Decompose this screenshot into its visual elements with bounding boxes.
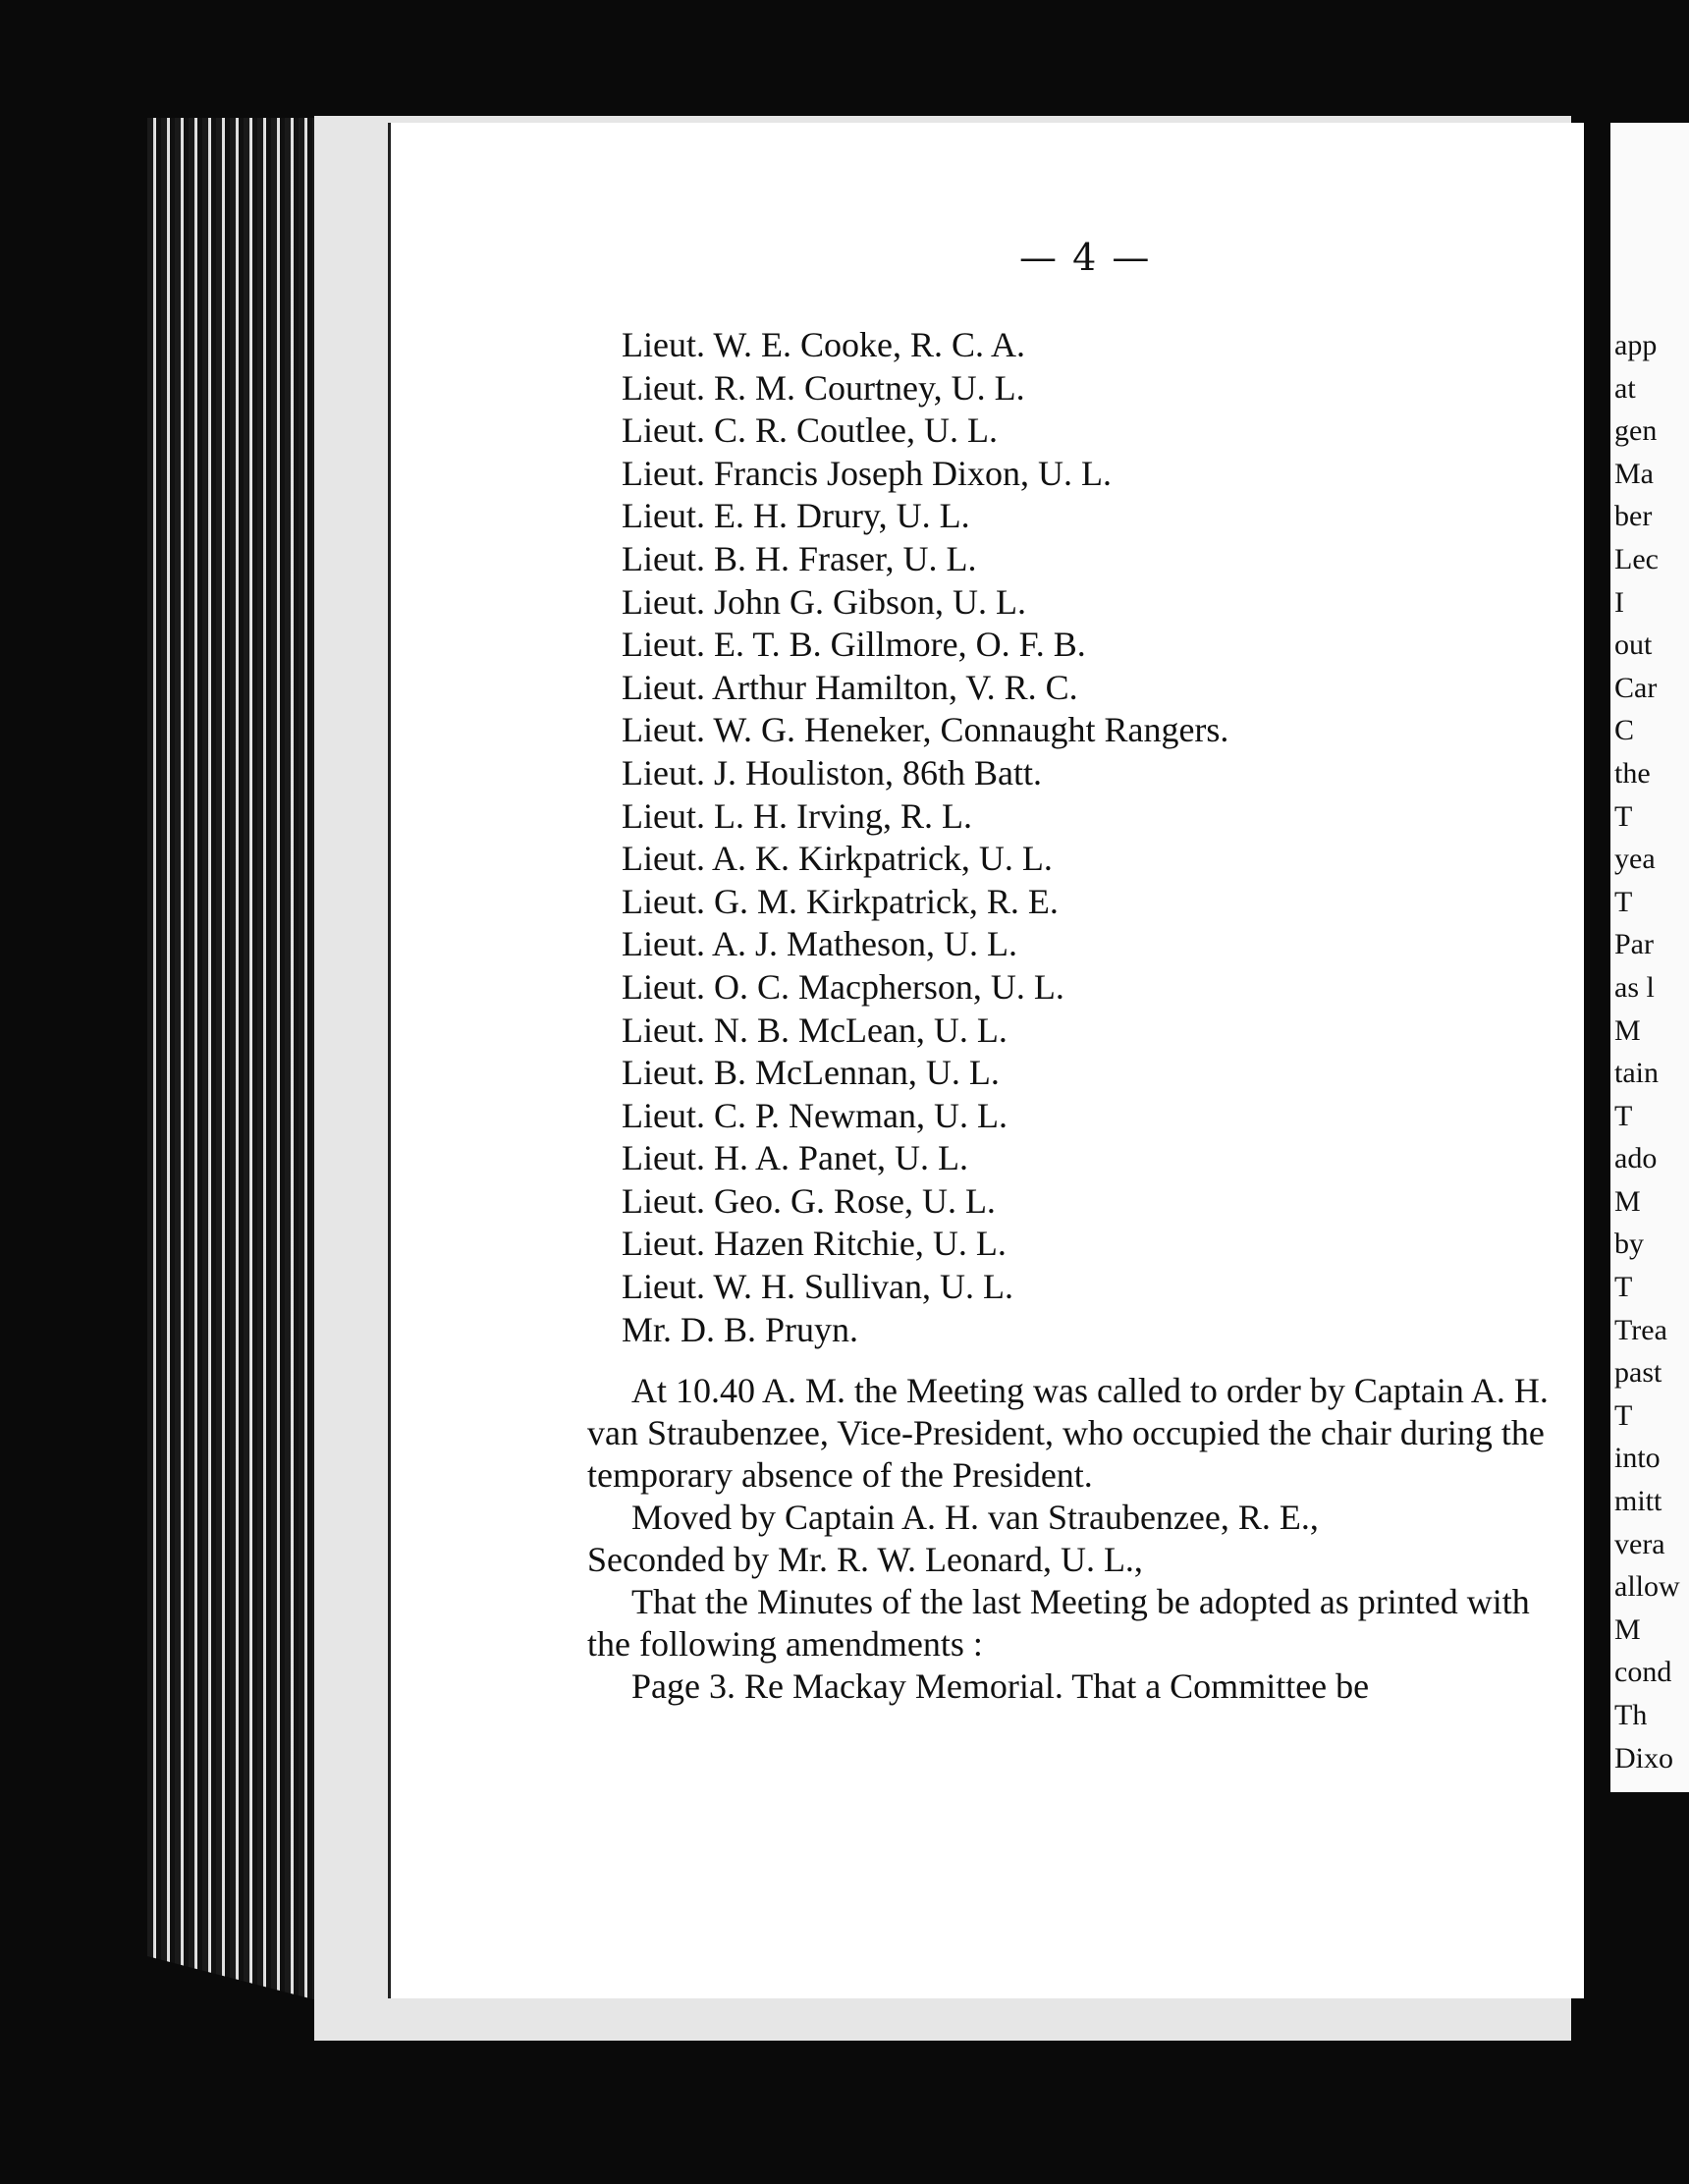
attendee-entry: Lieut. A. J. Matheson, U. L. bbox=[622, 924, 1017, 964]
fragment-line: T bbox=[1614, 1398, 1633, 1432]
fragment-line: Car bbox=[1614, 671, 1658, 704]
attendee-entry: Mr. D. B. Pruyn. bbox=[622, 1309, 859, 1349]
fragment-line: M bbox=[1614, 1013, 1641, 1047]
fragment-line: into bbox=[1614, 1442, 1661, 1475]
book-page bbox=[388, 123, 1584, 1998]
attendee-entry: Lieut. G. M. Kirkpatrick, R. E. bbox=[622, 881, 1059, 921]
fragment-line: ado bbox=[1614, 1142, 1658, 1175]
fragment-line: Par bbox=[1614, 928, 1654, 961]
attendee-entry: Lieut. Hazen Ritchie, U. L. bbox=[622, 1224, 1007, 1264]
attendee-entry: Lieut. B. H. Fraser, U. L. bbox=[622, 538, 977, 578]
fragment-line: Ma bbox=[1614, 457, 1654, 490]
fragment-line: C bbox=[1614, 714, 1635, 747]
attendee-entry: Lieut. Francis Joseph Dixon, U. L. bbox=[622, 453, 1112, 493]
fragment-line: at bbox=[1614, 371, 1636, 405]
fragment-line: ber bbox=[1614, 500, 1653, 533]
fragment-line: T bbox=[1614, 799, 1633, 833]
fragment-line: the bbox=[1614, 756, 1651, 790]
motion-text: That the Minutes of the last Meeting be adopted as printed with the following amendments : bbox=[587, 1582, 1530, 1664]
motion-seconder: Seconded by Mr. R. W. Leonard, U. L., bbox=[587, 1540, 1143, 1579]
fragment-line: Lec bbox=[1614, 542, 1659, 575]
attendee-entry: Lieut. N. B. McLean, U. L. bbox=[622, 1010, 1008, 1050]
attendee-entry: Lieut. E. T. B. Gillmore, O. F. B. bbox=[622, 625, 1086, 665]
motion-mover: Moved by Captain A. H. van Straubenzee, R. E., bbox=[631, 1498, 1319, 1537]
attendee-list bbox=[622, 324, 1228, 1351]
fragment-line: I bbox=[1614, 585, 1624, 619]
fragment-line: out bbox=[1614, 628, 1653, 662]
attendee-entry: Lieut. H. A. Panet, U. L. bbox=[622, 1138, 968, 1178]
attendee-entry: Lieut. John G. Gibson, U. L. bbox=[622, 581, 1026, 622]
fragment-line: T bbox=[1614, 1099, 1633, 1132]
attendee-entry: Lieut. W. E. Cooke, R. C. A. bbox=[622, 325, 1026, 364]
adjacent-page-fragment bbox=[1610, 123, 1689, 1792]
fragment-line: mitt bbox=[1614, 1485, 1662, 1518]
attendee-entry: Lieut. E. H. Drury, U. L. bbox=[622, 496, 970, 536]
attendee-entry: Lieut. B. McLennan, U. L. bbox=[622, 1053, 1000, 1093]
fragment-line: gen bbox=[1614, 414, 1658, 448]
fragment-line: as l bbox=[1614, 970, 1655, 1004]
fragment-line: tain bbox=[1614, 1057, 1659, 1090]
fragment-line: Th bbox=[1614, 1699, 1648, 1731]
fragment-line: allow bbox=[1614, 1570, 1680, 1604]
attendee-entry: Lieut. O. C. Macpherson, U. L. bbox=[622, 966, 1064, 1007]
attendee-entry: Lieut. L. H. Irving, R. L. bbox=[622, 795, 972, 836]
attendee-entry: Lieut. C. P. Newman, U. L. bbox=[622, 1095, 1008, 1135]
amendment-text: Page 3. Re Mackay Memorial. That a Committee be bbox=[631, 1666, 1370, 1706]
attendee-entry: Lieut. R. M. Courtney, U. L. bbox=[622, 367, 1025, 408]
attendee-entry: Lieut. Arthur Hamilton, V. R. C. bbox=[622, 667, 1078, 707]
fragment-line: vera bbox=[1614, 1527, 1665, 1560]
meeting-opening-paragraph: At 10.40 A. M. the Meeting was called to order by Captain A. H. van Straubenzee, Vice-President, who occupied the chair during the temporary absence of the President. bbox=[587, 1371, 1549, 1495]
attendee-entry: Lieut. Geo. G. Rose, U. L. bbox=[622, 1180, 996, 1221]
attendee-entry: Lieut. W. G. Heneker, Connaught Rangers. bbox=[622, 710, 1229, 750]
fragment-line: yea bbox=[1614, 843, 1656, 876]
attendee-entry: Lieut. C. R. Coutlee, U. L. bbox=[622, 410, 998, 451]
fragment-line: M bbox=[1614, 1612, 1641, 1646]
attendee-entry: Lieut. W. H. Sullivan, U. L. bbox=[622, 1267, 1013, 1307]
page-number: — 4 — bbox=[1019, 236, 1152, 279]
fragment-line: T bbox=[1614, 885, 1633, 918]
fragment-line: Dixo bbox=[1614, 1741, 1673, 1774]
fragment-line: app bbox=[1614, 329, 1658, 361]
attendee-entry: Lieut. A. K. Kirkpatrick, U. L. bbox=[622, 839, 1053, 879]
fragment-line: Trea bbox=[1614, 1313, 1667, 1346]
minutes-text bbox=[587, 1370, 1569, 1708]
fragment-line: M bbox=[1614, 1184, 1641, 1218]
fragment-line: cond bbox=[1614, 1656, 1672, 1689]
fragment-line: past bbox=[1614, 1356, 1662, 1390]
fragment-line: by bbox=[1614, 1228, 1644, 1261]
fragment-line: T bbox=[1614, 1271, 1633, 1304]
attendee-entry: Lieut. J. Houliston, 86th Batt. bbox=[622, 752, 1042, 792]
